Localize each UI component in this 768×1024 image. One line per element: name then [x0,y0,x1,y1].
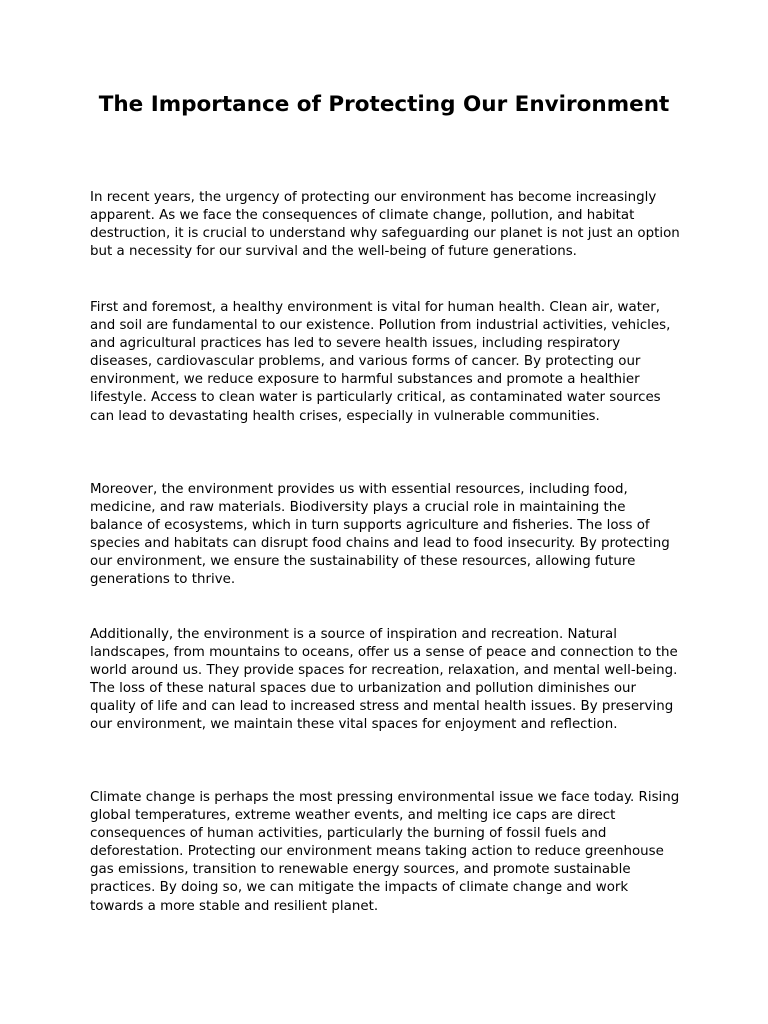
paragraph-resources: Moreover, the environment provides us with essential resources, including food, medicine, and raw materials. Biodiversity plays a crucial role in maintaining the balance of ecosystems, which in turn supports agriculture and fisheries. The loss of species and habitats can disrupt food chains and lead to food insecurity. By protecting our environment, we ensure the sustainability of these resources, allowing future generations to thrive. [90,482,670,588]
paragraph-health: First and foremost, a healthy environment is vital for human health. Clean air, water, and soil are fundamental to our existence. Pollution from industrial activities, vehicles, and agricultural practices has led to severe health issues, including respiratory diseases, cardiovascular problems, and various forms of cancer. By protecting our environment, we reduce exposure to harmful substances and promote a healthier lifestyle. Access to clean water is particularly critical, as contaminated water sources can lead to devastating health crises, especially in vulnerable communities. [90,300,671,424]
paragraph-recreation: Additionally, the environment is a source of inspiration and recreation. Natural landscapes, from mountains to oceans, offer us a sense of peace and connection to the world around us. They provide spaces for recreation, relaxation, and mental well-being. The loss of these natural spaces due to urbanization and pollution diminishes our quality of life and can lead to increased stress and mental health issues. By preserving our environment, we maintain these vital spaces for enjoyment and reflection. [90,627,678,733]
paragraph-climate-change: Climate change is perhaps the most pressing environmental issue we face today. Rising global temperatures, extreme weather events, and melting ice caps are direct consequences of human activities, particularly the burning of fossil fuels and deforestation. Protecting our environment means taking action to reduce greenhouse gas emissions, transition to renewable energy sources, and promote sustainable practices. By doing so, we can mitigate the impacts of climate change and work towards a more stable and resilient planet. [90,790,680,914]
document-title: The Importance of Protecting Our Environment [98,92,670,117]
paragraph-intro: In recent years, the urgency of protecting our environment has become increasingly apparent. As we face the consequences of climate change, pollution, and habitat destruction, it is crucial to understand why safeguarding our planet is not just an option but a necessity for our survival and the well-being of future generations. [90,190,680,260]
